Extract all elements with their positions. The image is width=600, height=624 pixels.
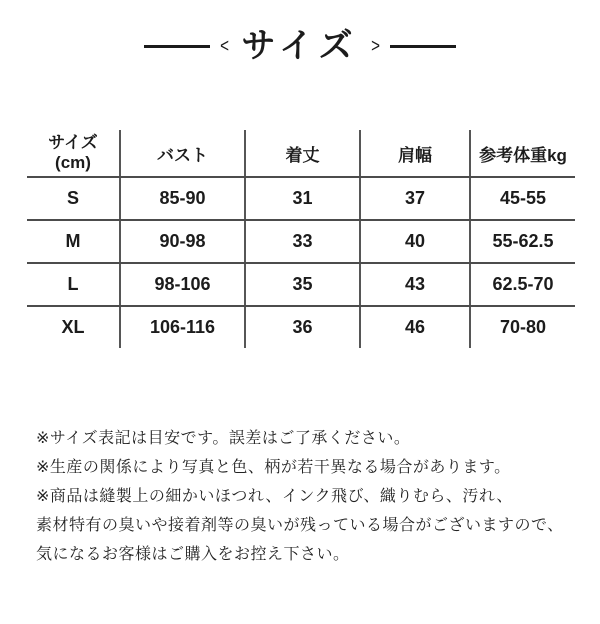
- length-cell: 35: [245, 263, 360, 306]
- page-title: サイズ: [241, 27, 359, 65]
- size-cell: XL: [27, 306, 120, 348]
- title-right-angle-icon: >: [370, 35, 380, 57]
- size-cell: L: [27, 263, 120, 306]
- length-cell: 33: [245, 220, 360, 263]
- shoulder-cell: 43: [360, 263, 470, 306]
- weight-cell: 70-80: [499, 317, 547, 337]
- col-header-size: [27, 130, 120, 177]
- table-row-l: [27, 263, 575, 306]
- table-row-m: [27, 220, 575, 263]
- title-right-rule: [390, 45, 456, 48]
- weight-cell: 62.5-70: [470, 263, 575, 306]
- title-left-angle-icon: <: [220, 35, 230, 57]
- bust-cell: 90-98: [120, 220, 245, 263]
- bust-cell: 98-106: [120, 263, 245, 306]
- bust-cell: 106-116: [120, 306, 245, 348]
- shoulder-cell: 40: [360, 220, 470, 263]
- col-header-length: 着丈: [245, 130, 360, 177]
- col-header-size-label: サイズ: [48, 132, 98, 152]
- title-banner: [0, 24, 600, 68]
- bust-cell: 85-90: [120, 177, 245, 220]
- size-cell: M: [27, 220, 120, 263]
- shoulder-cell: 37: [360, 177, 470, 220]
- title-left-rule: [144, 45, 210, 48]
- disclaimer-notes: [36, 424, 600, 569]
- note-product-condition-line3: 気になるお客様はご購入をお控え下さい。: [36, 546, 350, 563]
- note-size-tolerance: ※サイズ表記は目安です。誤差はご了承ください。: [36, 430, 411, 447]
- table-row-s: [27, 177, 575, 220]
- length-cell: 36: [245, 306, 360, 348]
- note-product-condition-line2: 素材特有の臭いや接着剤等の臭いが残っている場合がございますので、: [36, 517, 564, 534]
- size-table: [27, 130, 575, 348]
- table-row-xl: [27, 306, 575, 348]
- col-header-size-unit: (cm): [55, 153, 91, 172]
- weight-cell: 45-55: [470, 177, 575, 220]
- table-header-row: [27, 130, 575, 177]
- col-header-bust: バスト: [120, 130, 245, 177]
- shoulder-cell: 46: [360, 306, 470, 348]
- size-cell: S: [27, 177, 120, 220]
- size-chart-page: [0, 24, 600, 569]
- note-product-condition-line1: ※商品は縫製上の細かいほつれ、インク飛び、織りむら、汚れ、: [36, 488, 513, 505]
- length-cell: 31: [245, 177, 360, 220]
- col-header-shoulder: 肩幅: [360, 130, 470, 177]
- weight-cell: 55-62.5: [470, 220, 575, 263]
- note-color-variation: ※生産の関係により写真と色、柄が若干異なる場合があります。: [36, 459, 511, 476]
- col-header-weight: 参考体重kg: [470, 130, 575, 177]
